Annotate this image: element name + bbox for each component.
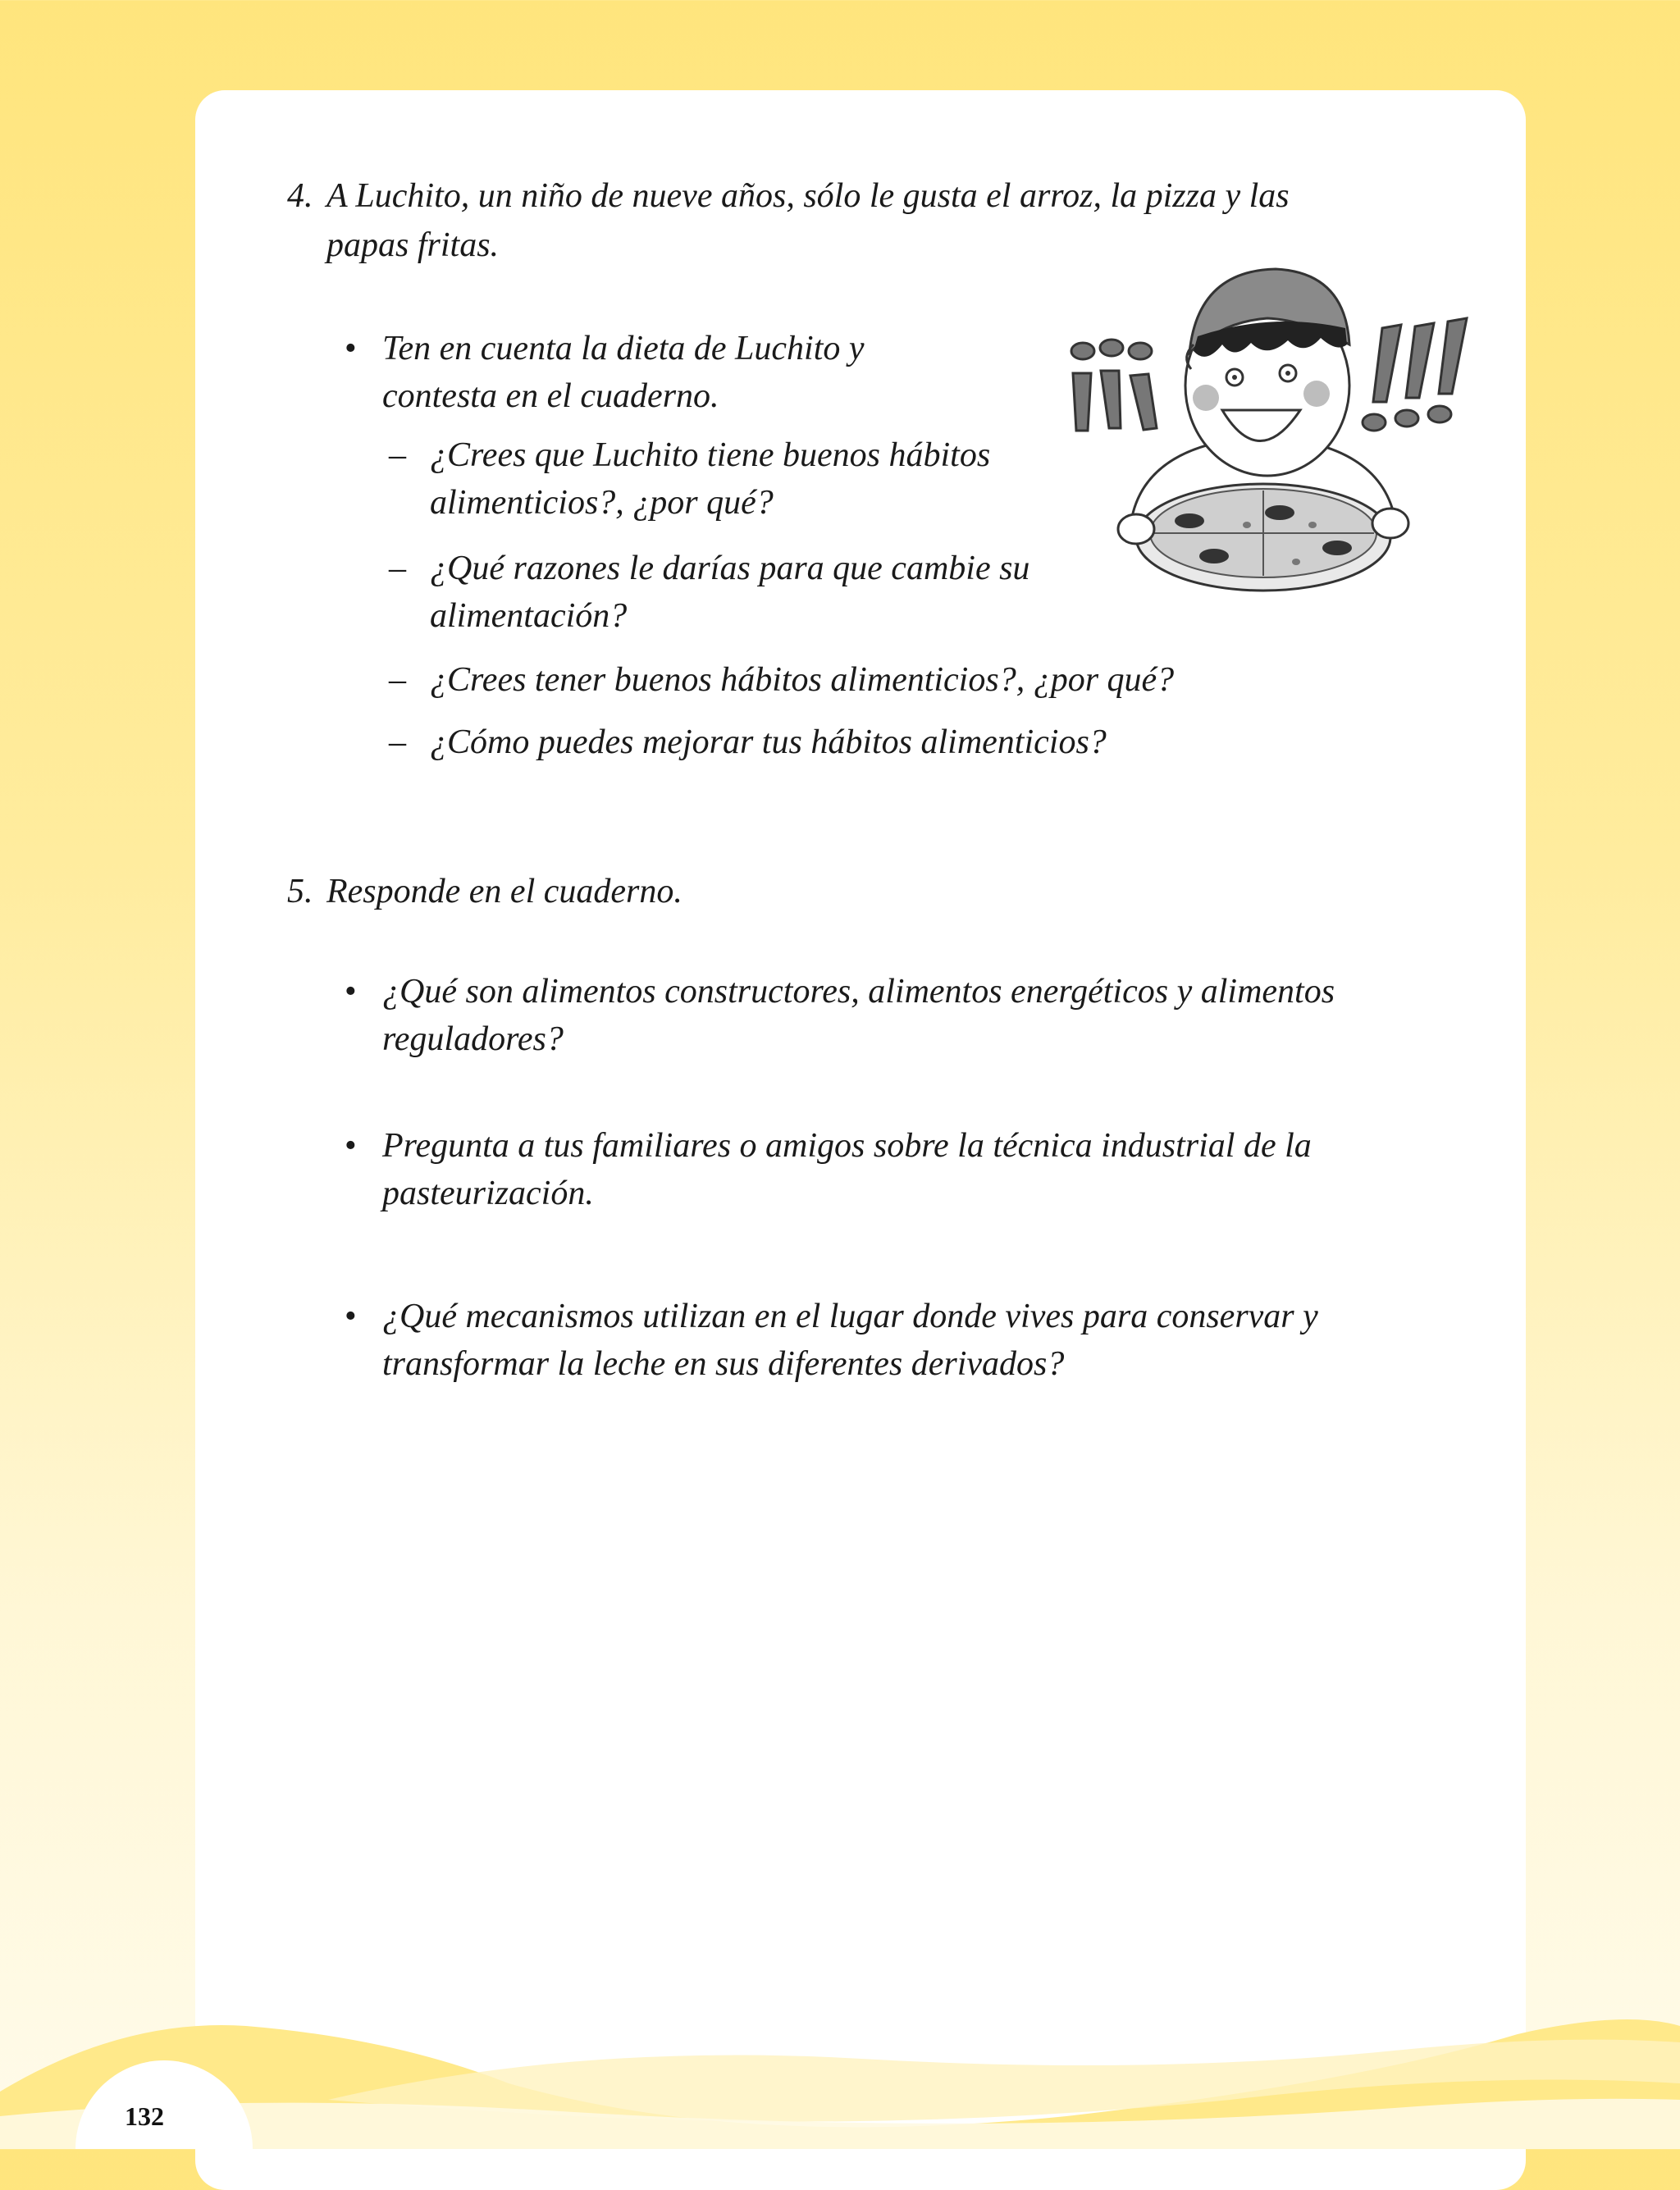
dash: – [389,723,406,761]
exercise-5-title: Responde en el cuaderno. [326,873,682,910]
left-exclamation-marks [1071,340,1157,431]
question-2-line2: alimentación? [430,597,628,635]
item-3-line2: transformar la leche en sus diferentes derivados? [382,1345,1065,1383]
question-1-line2: alimenticios?, ¿por qué? [430,484,774,522]
item-1-line2: reguladores? [382,1020,564,1058]
exercise-4-line2: papas fritas. [326,226,500,264]
question-1-line1: ¿Crees que Luchito tiene buenos hábitos [430,436,991,474]
question-3: ¿Crees tener buenos hábitos alimenticios?, ¿por qué? [430,661,1175,699]
bullet: • [345,1298,357,1335]
item-2-line1: Pregunta a tus familiares o amigos sobre la técnica industrial de la [382,1127,1312,1165]
exercise-4-line1: A Luchito, un niño de nueve años, sólo le gusta el arroz, la pizza y las [326,177,1290,215]
boy-with-pizza-illustration [1058,246,1501,607]
exercise-5-number: 5. [287,873,313,910]
instruction-line1: Ten en cuenta la dieta de Luchito y [382,330,865,367]
exercise-4-number: 4. [287,177,313,215]
question-4: ¿Cómo puedes mejorar tus hábitos alimenticios? [430,723,1107,761]
page-number: 132 [125,2101,164,2131]
page-number-badge [74,2051,254,2149]
item-2-line2: pasteurización. [382,1175,594,1212]
item-1-line1: ¿Qué son alimentos constructores, alimentos energéticos y alimentos [382,973,1335,1011]
item-3-line1: ¿Qué mecanismos utilizan en el lugar donde vives para conservar y [382,1298,1318,1335]
bullet: • [345,330,357,367]
instruction-line2: contesta en el cuaderno. [382,377,719,415]
right-exclamation-marks [1363,318,1467,431]
dash: – [389,661,406,699]
bullet: • [345,973,357,1011]
dash: – [389,436,406,474]
question-2-line1: ¿Qué razones le darías para que cambie su [430,550,1030,587]
bullet: • [345,1127,357,1165]
dash: – [389,550,406,587]
